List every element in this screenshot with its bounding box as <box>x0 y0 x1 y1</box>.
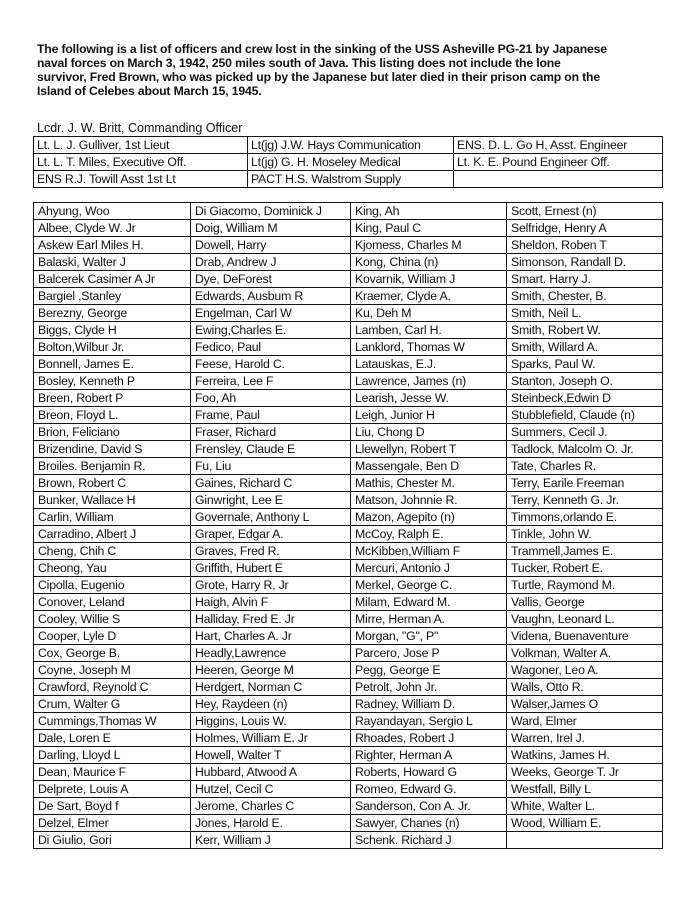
name-cell: Grote, Harry R, Jr <box>191 577 351 594</box>
name-cell <box>507 832 663 849</box>
name-cell: McKibben,William F <box>351 543 507 560</box>
intro-line: survivor, Fred Brown, who was picked up by the Japanese but later died in their prison camp on the <box>37 70 600 84</box>
name-cell: De Sart, Boyd f <box>34 798 191 815</box>
name-cell: Matson, Johnnie R. <box>351 492 507 509</box>
crew-row <box>34 339 663 356</box>
crew-row <box>34 577 663 594</box>
name-cell: Tate, Charles R. <box>507 458 663 475</box>
name-cell: Bolton,Wilbur Jr. <box>34 339 191 356</box>
name-cell: Cooley, Willie S <box>34 611 191 628</box>
name-cell: Cummings,Thomas W <box>34 713 191 730</box>
name-cell: Frensley, Claude E <box>191 441 351 458</box>
name-cell: Graper, Edgar A. <box>191 526 351 543</box>
name-cell: Feese, Harold C. <box>191 356 351 373</box>
crew-row <box>34 815 663 832</box>
name-cell: Graves, Fred R. <box>191 543 351 560</box>
name-cell: Ferreira, Lee F <box>191 373 351 390</box>
name-cell: Smart. Harry J. <box>507 271 663 288</box>
name-cell: Watkins, James H. <box>507 747 663 764</box>
intro-line: Island of Celebes about March 15, 1945. <box>37 84 262 98</box>
name-cell: Stanton, Joseph O. <box>507 373 663 390</box>
name-cell: Kerr, William J <box>191 832 351 849</box>
name-cell: Di Giulio, Gori <box>34 832 191 849</box>
name-cell: White, Walter L. <box>507 798 663 815</box>
name-cell: Fedico, Paul <box>191 339 351 356</box>
crew-row <box>34 832 663 849</box>
name-cell: Jerome, Charles C <box>191 798 351 815</box>
officer-row <box>34 171 663 188</box>
crew-row <box>34 458 663 475</box>
name-cell: Dye, DeForest <box>191 271 351 288</box>
name-cell: Schenk. Richard J <box>351 832 507 849</box>
name-cell: Headly,Lawrence <box>191 645 351 662</box>
name-cell: Bargiel ,Stanley <box>34 288 191 305</box>
name-cell: Kjomess, Charles M <box>351 237 507 254</box>
crew-row <box>34 237 663 254</box>
name-cell: Halliday, Fred E. Jr <box>191 611 351 628</box>
name-cell: Lawrence, James (n) <box>351 373 507 390</box>
name-cell: Carlin, William <box>34 509 191 526</box>
name-cell: Romeo, Edward G. <box>351 781 507 798</box>
commanding-officer: Lcdr. J. W. Britt, Commanding Officer <box>37 121 243 135</box>
name-cell: Leigh, Junior H <box>351 407 507 424</box>
name-cell: Di Giacomo, Dominick J <box>191 203 351 220</box>
name-cell: Governale, Anthony L <box>191 509 351 526</box>
name-cell: Scott, Ernest (n) <box>507 203 663 220</box>
name-cell: Petrolt, John Jr. <box>351 679 507 696</box>
crew-row <box>34 764 663 781</box>
name-cell: Crum, Walter G <box>34 696 191 713</box>
name-cell: Coyne, Joseph M <box>34 662 191 679</box>
name-cell: Delzel, Elmer <box>34 815 191 832</box>
crew-row <box>34 390 663 407</box>
name-cell: Milam, Edward M. <box>351 594 507 611</box>
name-cell: Vaughn, Leonard L. <box>507 611 663 628</box>
name-cell: Lamben, Carl H. <box>351 322 507 339</box>
crew-row <box>34 594 663 611</box>
name-cell: Gaines, Richard C <box>191 475 351 492</box>
name-cell: Drab, Andrew J <box>191 254 351 271</box>
name-cell: Jones, Harold E. <box>191 815 351 832</box>
name-cell: Foo, Ah <box>191 390 351 407</box>
name-cell: Heeren, George M <box>191 662 351 679</box>
name-cell: Hubbard, Atwood A <box>191 764 351 781</box>
name-cell: Learish, Jesse W. <box>351 390 507 407</box>
crew-row <box>34 696 663 713</box>
name-cell: Hart, Charles A. Jr <box>191 628 351 645</box>
name-cell: Stubblefield, Claude (n) <box>507 407 663 424</box>
crew-row <box>34 781 663 798</box>
name-cell: Videna, Buenaventure <box>507 628 663 645</box>
name-cell: Timmons,orlando E. <box>507 509 663 526</box>
name-cell: Fraser, Richard <box>191 424 351 441</box>
intro-line: The following is a list of officers and crew lost in the sinking of the USS Asheville PG-21 by Japanese <box>37 42 607 56</box>
name-cell: McCoy, Ralph E. <box>351 526 507 543</box>
name-cell: Haigh, Alvin F <box>191 594 351 611</box>
name-cell: Brizendine, David S <box>34 441 191 458</box>
name-cell: Frame, Paul <box>191 407 351 424</box>
name-cell: Brown, Robert C <box>34 475 191 492</box>
crew-row <box>34 628 663 645</box>
name-cell: Herdgert, Norman C <box>191 679 351 696</box>
name-cell: Cheng, Chih C <box>34 543 191 560</box>
crew-row <box>34 611 663 628</box>
name-cell: Breen, Robert P <box>34 390 191 407</box>
name-cell: Latauskas, E.J. <box>351 356 507 373</box>
crew-row <box>34 254 663 271</box>
intro-line: naval forces on March 3, 1942, 250 miles south of Java. This listing does not include the lone <box>37 56 561 70</box>
officers-table <box>33 136 663 188</box>
name-cell: Lt. L. J. Gulliver, 1st Lieut <box>34 137 248 154</box>
crew-row <box>34 679 663 696</box>
officer-row <box>34 137 663 154</box>
name-cell: Balaski, Walter J <box>34 254 191 271</box>
name-cell: Pegg, George E <box>351 662 507 679</box>
name-cell: Cheong, Yau <box>34 560 191 577</box>
officer-row <box>34 154 663 171</box>
name-cell: Westfall, Billy L <box>507 781 663 798</box>
name-cell: Mazon, Agepito (n) <box>351 509 507 526</box>
crew-row <box>34 526 663 543</box>
name-cell: Berezny, George <box>34 305 191 322</box>
crew-row <box>34 543 663 560</box>
name-cell: Righter, Herman A <box>351 747 507 764</box>
name-cell: Ginwright, Lee E <box>191 492 351 509</box>
name-cell: Tinkle, John W. <box>507 526 663 543</box>
name-cell: Dowell, Harry <box>191 237 351 254</box>
name-cell: Sparks, Paul W. <box>507 356 663 373</box>
crew-row <box>34 645 663 662</box>
name-cell: Kovarnik, William J <box>351 271 507 288</box>
name-cell: Volkman, Walter A. <box>507 645 663 662</box>
crew-row <box>34 220 663 237</box>
name-cell: Dale, Loren E <box>34 730 191 747</box>
name-cell: Wood, William E. <box>507 815 663 832</box>
crew-row <box>34 747 663 764</box>
name-cell: Darling, Lloyd L <box>34 747 191 764</box>
name-cell: Smith, Willard A. <box>507 339 663 356</box>
name-cell: Breon, Floyd L. <box>34 407 191 424</box>
name-cell: Summers, Cecil J. <box>507 424 663 441</box>
name-cell: PACT H.S. Walstrom Supply <box>248 171 454 188</box>
name-cell: Bunker, Wallace H <box>34 492 191 509</box>
name-cell: Fu, Liu <box>191 458 351 475</box>
name-cell: Selfridge, Henry A <box>507 220 663 237</box>
name-cell: Merkel, George C. <box>351 577 507 594</box>
intro-paragraph <box>37 42 662 98</box>
name-cell: Morgan, "G", P" <box>351 628 507 645</box>
name-cell: Smith, Chester, B. <box>507 288 663 305</box>
name-cell: Ewing,Charles E. <box>191 322 351 339</box>
name-cell: Higgins, Louis W. <box>191 713 351 730</box>
name-cell: Howell, Walter T <box>191 747 351 764</box>
crew-row <box>34 662 663 679</box>
name-cell <box>454 171 663 188</box>
name-cell: Trammell,James E. <box>507 543 663 560</box>
name-cell: Cooper, Lyle D <box>34 628 191 645</box>
name-cell: Terry, Kenneth G. Jr. <box>507 492 663 509</box>
name-cell: Parcero, Jose P <box>351 645 507 662</box>
name-cell: Cipolla, Eugenio <box>34 577 191 594</box>
name-cell: Vallis, George <box>507 594 663 611</box>
name-cell: Turtle, Raymond M. <box>507 577 663 594</box>
name-cell: Crawford, Reynold C <box>34 679 191 696</box>
name-cell: Lt(jg) J.W. Hays Communication <box>248 137 454 154</box>
name-cell: Dean, Maurice F <box>34 764 191 781</box>
name-cell: Walser,James O <box>507 696 663 713</box>
name-cell: Smith, Neil L. <box>507 305 663 322</box>
name-cell: Balcerek Casimer A Jr <box>34 271 191 288</box>
name-cell: Ku, Deh M <box>351 305 507 322</box>
crew-row <box>34 441 663 458</box>
name-cell: King, Ah <box>351 203 507 220</box>
crew-table <box>33 202 663 849</box>
name-cell: Warren, Irel J. <box>507 730 663 747</box>
name-cell: Cox, George B. <box>34 645 191 662</box>
name-cell: Weeks, George T. Jr <box>507 764 663 781</box>
name-cell: Bosley, Kenneth P <box>34 373 191 390</box>
name-cell: Holmes, William E. Jr <box>191 730 351 747</box>
crew-row <box>34 203 663 220</box>
name-cell: Sheldon, Roben T <box>507 237 663 254</box>
name-cell: Tadlock, Malcolm O. Jr. <box>507 441 663 458</box>
name-cell: Carradino, Albert J <box>34 526 191 543</box>
name-cell: Askew Earl Miles H. <box>34 237 191 254</box>
name-cell: Lt(jg) G. H. Moseley Medical <box>248 154 454 171</box>
name-cell: King, Paul C <box>351 220 507 237</box>
crew-row <box>34 424 663 441</box>
name-cell: Mathis, Chester M. <box>351 475 507 492</box>
name-cell: Radney, William D. <box>351 696 507 713</box>
name-cell: Griffith, Hubert E <box>191 560 351 577</box>
name-cell: Simonson, Randall D. <box>507 254 663 271</box>
name-cell: Hey, Raydeen (n) <box>191 696 351 713</box>
name-cell: ENS R.J. Towill Asst 1st Lt <box>34 171 248 188</box>
crew-row <box>34 509 663 526</box>
name-cell: Rayandayan, Sergio L <box>351 713 507 730</box>
name-cell: Mirre, Herman A. <box>351 611 507 628</box>
crew-row <box>34 798 663 815</box>
name-cell: Lt. K. E. Pound Engineer Off. <box>454 154 663 171</box>
name-cell: Doig, William M <box>191 220 351 237</box>
name-cell: Bonnell, James E. <box>34 356 191 373</box>
name-cell: Engelman, Carl W <box>191 305 351 322</box>
name-cell: Llewellyn, Robert T <box>351 441 507 458</box>
name-cell: Kong, China (n) <box>351 254 507 271</box>
name-cell: Edwards, Ausbum R <box>191 288 351 305</box>
crew-row <box>34 305 663 322</box>
name-cell: Walls, Otto R. <box>507 679 663 696</box>
crew-row <box>34 730 663 747</box>
name-cell: Broiles. Benjamin R. <box>34 458 191 475</box>
name-cell: Mercuri, Antonio J <box>351 560 507 577</box>
name-cell: Conover, Leland <box>34 594 191 611</box>
name-cell: Tucker, Robert E. <box>507 560 663 577</box>
crew-row <box>34 713 663 730</box>
name-cell: Ward, Elmer <box>507 713 663 730</box>
name-cell: Brion, Feliciano <box>34 424 191 441</box>
crew-row <box>34 475 663 492</box>
name-cell: Rhoades, Robert J <box>351 730 507 747</box>
crew-row <box>34 271 663 288</box>
name-cell: Sawyer, Chanes (n) <box>351 815 507 832</box>
name-cell: Ahyung, Woo <box>34 203 191 220</box>
name-cell: Steinbeck,Edwin D <box>507 390 663 407</box>
name-cell: Roberts, Howard G <box>351 764 507 781</box>
name-cell: Smith, Robert W. <box>507 322 663 339</box>
name-cell: Sanderson, Con A. Jr. <box>351 798 507 815</box>
crew-row <box>34 407 663 424</box>
name-cell: Albee, Clyde W. Jr <box>34 220 191 237</box>
crew-row <box>34 560 663 577</box>
crew-row <box>34 356 663 373</box>
crew-row <box>34 322 663 339</box>
name-cell: Biggs, Clyde H <box>34 322 191 339</box>
name-cell: Wagoner, Leo A. <box>507 662 663 679</box>
name-cell: Terry, Earile Freeman <box>507 475 663 492</box>
name-cell: Massengale, Ben D <box>351 458 507 475</box>
name-cell: Hutzel, Cecil C <box>191 781 351 798</box>
crew-row <box>34 492 663 509</box>
name-cell: Lanklord, Thomas W <box>351 339 507 356</box>
name-cell: Lt. L. T. Miles, Executive Off. <box>34 154 248 171</box>
name-cell: ENS. D. L. Go H, Asst. Engineer <box>454 137 663 154</box>
crew-row <box>34 288 663 305</box>
name-cell: Liu, Chong D <box>351 424 507 441</box>
crew-row <box>34 373 663 390</box>
name-cell: Delprete, Louis A <box>34 781 191 798</box>
name-cell: Kraemer, Clyde A. <box>351 288 507 305</box>
